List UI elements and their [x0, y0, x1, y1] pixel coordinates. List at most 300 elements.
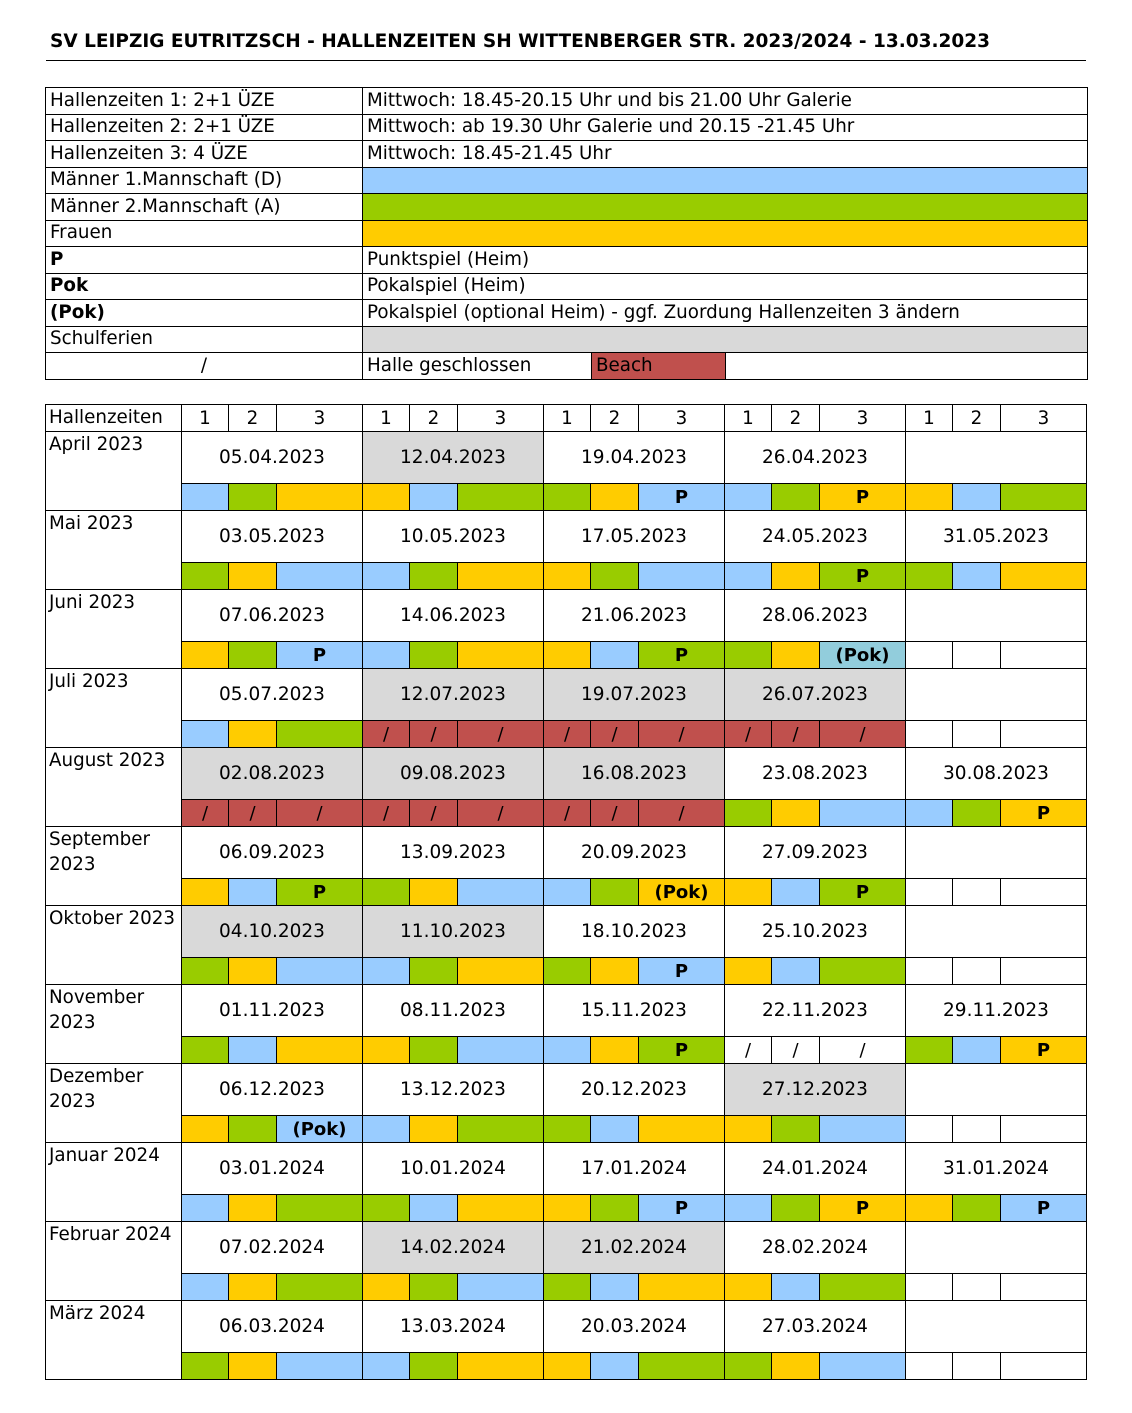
slot-cell: P	[820, 879, 906, 906]
date-cell	[906, 590, 1087, 642]
month-date-row	[46, 985, 1087, 1037]
date-cell: 08.11.2023	[363, 985, 544, 1037]
slot-cell	[953, 1116, 1001, 1143]
slot-cell: P	[639, 958, 725, 985]
legend-table	[45, 87, 1088, 380]
slot-cell	[820, 800, 906, 827]
legend-description: Pokalspiel (Heim)	[363, 273, 1088, 300]
slot-cell: /	[363, 800, 410, 827]
legend-row	[46, 326, 1088, 353]
title-underline	[46, 60, 1086, 61]
slot-cell	[229, 1195, 277, 1222]
slot-cell: /	[363, 721, 410, 748]
slot-cell	[410, 1037, 458, 1064]
slot-cell	[772, 958, 820, 985]
slot-cell	[591, 1274, 639, 1301]
legend-row	[46, 114, 1088, 141]
date-cell: 31.01.2024	[906, 1143, 1087, 1195]
slot-cell	[953, 563, 1001, 590]
slot-cell	[725, 563, 772, 590]
legend-empty-cell	[726, 353, 1088, 380]
slot-cell	[182, 1274, 229, 1301]
page-title: SV LEIPZIG EUTRITZSCH - HALLENZEITEN SH WITTENBERGER STR. 2023/2024 - 13.03.2023	[50, 31, 991, 52]
legend-beach-swatch: Beach	[592, 353, 726, 380]
month-date-row	[46, 906, 1087, 958]
slot-cell: /	[182, 800, 229, 827]
slot-cell	[410, 1274, 458, 1301]
slot-cell	[544, 1274, 591, 1301]
month-date-row	[46, 432, 1087, 484]
slot-cell	[229, 484, 277, 511]
legend-color-swatch	[363, 167, 1088, 194]
slot-cell	[544, 879, 591, 906]
slot-cell	[639, 1274, 725, 1301]
month-date-row	[46, 1301, 1087, 1353]
slot-cell	[182, 484, 229, 511]
slot-cell	[277, 1353, 363, 1380]
date-cell: 07.06.2023	[182, 590, 363, 642]
slot-cell	[182, 563, 229, 590]
slot-cell	[277, 721, 363, 748]
slot-cell	[639, 1353, 725, 1380]
slot-cell: P	[639, 1195, 725, 1222]
date-cell: 06.09.2023	[182, 827, 363, 879]
slot-cell	[1001, 484, 1087, 511]
date-cell	[906, 1064, 1087, 1116]
slot-cell	[410, 1195, 458, 1222]
slot-cell	[591, 484, 639, 511]
slot-cell	[953, 1195, 1001, 1222]
slot-cell	[229, 879, 277, 906]
slot-cell	[953, 642, 1001, 669]
date-cell	[906, 827, 1087, 879]
slot-cell	[182, 1353, 229, 1380]
slot-cell	[953, 721, 1001, 748]
legend-row	[46, 88, 1088, 115]
slot-cell	[1001, 1353, 1087, 1380]
slot-cell	[725, 1353, 772, 1380]
slot-cell: /	[591, 800, 639, 827]
date-cell: 21.06.2023	[544, 590, 725, 642]
slot-cell	[182, 1037, 229, 1064]
date-cell: 02.08.2023	[182, 748, 363, 800]
legend-label: Schulferien	[46, 326, 363, 353]
slot-cell: /	[229, 800, 277, 827]
month-date-row	[46, 827, 1087, 879]
date-cell: 27.09.2023	[725, 827, 906, 879]
date-cell: 14.06.2023	[363, 590, 544, 642]
month-slot-row	[46, 721, 1087, 748]
slot-cell	[591, 1195, 639, 1222]
slot-cell	[591, 642, 639, 669]
slot-cell	[906, 1353, 953, 1380]
date-cell: 23.08.2023	[725, 748, 906, 800]
month-label: Mai 2023	[46, 511, 182, 590]
slot-cell	[772, 800, 820, 827]
slot-header: 3	[820, 405, 906, 432]
slot-cell: P	[277, 642, 363, 669]
slot-cell	[363, 1116, 410, 1143]
date-cell: 28.06.2023	[725, 590, 906, 642]
slot-cell: (Pok)	[639, 879, 725, 906]
date-cell: 22.11.2023	[725, 985, 906, 1037]
slot-cell	[725, 642, 772, 669]
slot-cell	[363, 1195, 410, 1222]
slot-cell	[725, 958, 772, 985]
slot-cell	[1001, 721, 1087, 748]
legend-row	[46, 300, 1088, 327]
slot-cell	[363, 642, 410, 669]
slot-cell	[906, 879, 953, 906]
slot-cell: P	[277, 879, 363, 906]
slot-cell: P	[639, 642, 725, 669]
slot-cell	[229, 721, 277, 748]
slot-header: 2	[591, 405, 639, 432]
slot-cell: P	[820, 563, 906, 590]
slot-cell	[182, 721, 229, 748]
month-label: April 2023	[46, 432, 182, 511]
slot-cell	[410, 563, 458, 590]
month-slot-row	[46, 1195, 1087, 1222]
legend-row	[46, 220, 1088, 247]
date-cell: 17.05.2023	[544, 511, 725, 563]
date-cell: 10.01.2024	[363, 1143, 544, 1195]
month-slot-row	[46, 958, 1087, 985]
date-cell: 24.05.2023	[725, 511, 906, 563]
slot-cell	[277, 1195, 363, 1222]
slot-cell	[277, 563, 363, 590]
slot-header: 2	[410, 405, 458, 432]
slot-cell	[363, 1274, 410, 1301]
date-cell: 20.03.2024	[544, 1301, 725, 1353]
month-slot-row	[46, 1037, 1087, 1064]
month-label: Januar 2024	[46, 1143, 182, 1222]
slot-cell	[820, 1353, 906, 1380]
date-cell: 09.08.2023	[363, 748, 544, 800]
date-cell: 05.04.2023	[182, 432, 363, 484]
schedule-header-label: Hallenzeiten	[46, 405, 182, 432]
date-cell: 18.10.2023	[544, 906, 725, 958]
slot-cell	[544, 958, 591, 985]
legend-description: Punktspiel (Heim)	[363, 247, 1088, 274]
slot-cell	[363, 1353, 410, 1380]
slot-cell	[544, 642, 591, 669]
slot-cell: /	[772, 1037, 820, 1064]
slot-cell	[458, 879, 544, 906]
schedule-header-row	[46, 405, 1087, 432]
date-cell: 20.12.2023	[544, 1064, 725, 1116]
date-cell	[906, 669, 1087, 721]
slot-cell	[544, 563, 591, 590]
legend-row	[46, 273, 1088, 300]
slot-cell	[363, 563, 410, 590]
month-date-row	[46, 1222, 1087, 1274]
date-cell: 16.08.2023	[544, 748, 725, 800]
slot-cell: /	[772, 721, 820, 748]
slot-cell	[363, 1037, 410, 1064]
slot-cell	[772, 1116, 820, 1143]
slot-cell: /	[725, 1037, 772, 1064]
month-slot-row	[46, 484, 1087, 511]
month-slot-row	[46, 1353, 1087, 1380]
slot-header: 1	[363, 405, 410, 432]
slot-cell	[410, 484, 458, 511]
slot-cell: /	[544, 800, 591, 827]
slot-cell	[182, 1195, 229, 1222]
slot-cell	[820, 1274, 906, 1301]
month-date-row	[46, 511, 1087, 563]
slot-cell	[363, 484, 410, 511]
legend-row	[46, 247, 1088, 274]
date-cell: 01.11.2023	[182, 985, 363, 1037]
date-cell	[906, 432, 1087, 484]
month-label: März 2024	[46, 1301, 182, 1380]
slot-cell	[229, 1037, 277, 1064]
slot-cell	[410, 879, 458, 906]
slot-cell: (Pok)	[820, 642, 906, 669]
slot-header: 1	[906, 405, 953, 432]
slot-cell	[772, 1195, 820, 1222]
legend-label: Hallenzeiten 1: 2+1 ÜZE	[46, 88, 363, 115]
slot-cell	[277, 484, 363, 511]
slot-cell	[458, 1195, 544, 1222]
slot-cell	[1001, 1274, 1087, 1301]
legend-label: P	[46, 247, 363, 274]
slot-cell	[953, 800, 1001, 827]
slot-cell: /	[410, 800, 458, 827]
slot-cell	[906, 484, 953, 511]
month-label: Februar 2024	[46, 1222, 182, 1301]
legend-label: Männer 2.Mannschaft (A)	[46, 194, 363, 221]
month-label: November 2023	[46, 985, 182, 1064]
date-cell: 13.12.2023	[363, 1064, 544, 1116]
slot-cell	[458, 1353, 544, 1380]
date-cell: 06.03.2024	[182, 1301, 363, 1353]
slot-cell	[229, 1353, 277, 1380]
slot-cell	[591, 1037, 639, 1064]
slot-cell	[544, 1116, 591, 1143]
slot-cell	[591, 563, 639, 590]
slot-cell	[544, 484, 591, 511]
month-label: Dezember 2023	[46, 1064, 182, 1143]
slot-cell: /	[410, 721, 458, 748]
legend-label: Hallenzeiten 2: 2+1 ÜZE	[46, 114, 363, 141]
month-date-row	[46, 748, 1087, 800]
date-cell: 10.05.2023	[363, 511, 544, 563]
legend-row	[46, 141, 1088, 168]
slot-cell	[182, 879, 229, 906]
legend-label: Frauen	[46, 220, 363, 247]
slot-header: 1	[544, 405, 591, 432]
slot-cell: /	[544, 721, 591, 748]
date-cell: 17.01.2024	[544, 1143, 725, 1195]
slot-cell	[458, 958, 544, 985]
date-cell: 03.05.2023	[182, 511, 363, 563]
slot-cell	[229, 1274, 277, 1301]
month-date-row	[46, 669, 1087, 721]
date-cell: 27.12.2023	[725, 1064, 906, 1116]
date-cell: 04.10.2023	[182, 906, 363, 958]
slot-cell	[591, 958, 639, 985]
slot-cell	[277, 1274, 363, 1301]
slot-cell: /	[820, 1037, 906, 1064]
slot-cell	[725, 879, 772, 906]
slot-cell	[725, 800, 772, 827]
date-cell: 07.02.2024	[182, 1222, 363, 1274]
slot-cell	[820, 1116, 906, 1143]
month-date-row	[46, 590, 1087, 642]
slot-cell	[229, 958, 277, 985]
slot-cell	[544, 1353, 591, 1380]
slot-cell	[363, 879, 410, 906]
date-cell: 13.03.2024	[363, 1301, 544, 1353]
slot-cell	[1001, 1116, 1087, 1143]
month-slot-row	[46, 1116, 1087, 1143]
legend-description: Mittwoch: ab 19.30 Uhr Galerie und 20.15 -21.45 Uhr	[363, 114, 1088, 141]
date-cell	[906, 1301, 1087, 1353]
date-cell: 19.07.2023	[544, 669, 725, 721]
date-cell: 21.02.2024	[544, 1222, 725, 1274]
slot-cell: /	[725, 721, 772, 748]
slot-cell	[906, 800, 953, 827]
slot-cell	[458, 1037, 544, 1064]
slot-cell	[182, 642, 229, 669]
slot-cell	[772, 642, 820, 669]
slot-cell: /	[639, 721, 725, 748]
date-cell	[906, 906, 1087, 958]
date-cell: 06.12.2023	[182, 1064, 363, 1116]
legend-color-swatch	[363, 194, 1088, 221]
date-cell: 11.10.2023	[363, 906, 544, 958]
slot-cell	[410, 958, 458, 985]
slot-cell	[906, 958, 953, 985]
legend-color-swatch	[363, 326, 1088, 353]
date-cell: 12.07.2023	[363, 669, 544, 721]
slot-cell	[458, 1116, 544, 1143]
slot-header: 3	[277, 405, 363, 432]
slot-cell: P	[820, 484, 906, 511]
slot-cell	[458, 642, 544, 669]
date-cell: 27.03.2024	[725, 1301, 906, 1353]
legend-row-closed	[46, 353, 1088, 380]
date-cell: 28.02.2024	[725, 1222, 906, 1274]
legend-description: Mittwoch: 18.45-20.15 Uhr und bis 21.00 Uhr Galerie	[363, 88, 1088, 115]
slot-header: 1	[725, 405, 772, 432]
slot-cell	[277, 1037, 363, 1064]
slot-cell	[906, 1116, 953, 1143]
legend-label: (Pok)	[46, 300, 363, 327]
slot-cell	[591, 1116, 639, 1143]
month-label: Juli 2023	[46, 669, 182, 748]
date-cell: 29.11.2023	[906, 985, 1087, 1037]
slot-cell: P	[1001, 1195, 1087, 1222]
date-cell: 24.01.2024	[725, 1143, 906, 1195]
slot-cell	[725, 1195, 772, 1222]
month-label: Oktober 2023	[46, 906, 182, 985]
slot-cell	[1001, 642, 1087, 669]
slot-header: 2	[953, 405, 1001, 432]
slot-cell	[906, 563, 953, 590]
slot-cell	[458, 563, 544, 590]
slot-cell: /	[591, 721, 639, 748]
date-cell: 26.07.2023	[725, 669, 906, 721]
slot-cell	[410, 1116, 458, 1143]
slot-cell	[277, 958, 363, 985]
date-cell: 25.10.2023	[725, 906, 906, 958]
slot-cell: /	[458, 800, 544, 827]
date-cell: 20.09.2023	[544, 827, 725, 879]
slot-header: 3	[639, 405, 725, 432]
slot-cell	[544, 1037, 591, 1064]
slot-header: 3	[458, 405, 544, 432]
date-cell: 05.07.2023	[182, 669, 363, 721]
slot-cell	[772, 879, 820, 906]
slot-cell	[410, 642, 458, 669]
slot-cell: /	[639, 800, 725, 827]
legend-closed-label: Halle geschlossen	[363, 353, 592, 380]
slot-cell	[953, 958, 1001, 985]
month-date-row	[46, 1064, 1087, 1116]
slot-cell	[953, 1037, 1001, 1064]
date-cell: 03.01.2024	[182, 1143, 363, 1195]
slot-cell: /	[820, 721, 906, 748]
slot-cell	[182, 958, 229, 985]
date-cell: 13.09.2023	[363, 827, 544, 879]
date-cell: 30.08.2023	[906, 748, 1087, 800]
legend-label: Pok	[46, 273, 363, 300]
slot-cell	[591, 1353, 639, 1380]
legend-row	[46, 194, 1088, 221]
slot-cell	[591, 879, 639, 906]
slot-cell	[229, 1116, 277, 1143]
slot-header: 1	[182, 405, 229, 432]
slot-cell	[906, 1274, 953, 1301]
month-label: August 2023	[46, 748, 182, 827]
slot-cell	[772, 1353, 820, 1380]
slot-cell	[182, 1116, 229, 1143]
legend-row	[46, 167, 1088, 194]
slot-cell	[639, 1116, 725, 1143]
slot-cell: P	[1001, 800, 1087, 827]
slot-cell: (Pok)	[277, 1116, 363, 1143]
legend-color-swatch	[363, 220, 1088, 247]
date-cell: 31.05.2023	[906, 511, 1087, 563]
slot-cell	[953, 1274, 1001, 1301]
slot-header: 2	[229, 405, 277, 432]
slot-cell	[953, 879, 1001, 906]
slot-cell	[906, 1037, 953, 1064]
slot-cell	[906, 642, 953, 669]
slot-cell	[544, 1195, 591, 1222]
slot-cell	[363, 958, 410, 985]
slot-cell: /	[277, 800, 363, 827]
slot-cell	[772, 1274, 820, 1301]
slot-cell	[410, 1353, 458, 1380]
slot-cell	[906, 721, 953, 748]
slot-cell	[772, 563, 820, 590]
month-slot-row	[46, 1274, 1087, 1301]
slot-cell	[725, 484, 772, 511]
schedule-table	[45, 404, 1087, 1380]
date-cell	[906, 1222, 1087, 1274]
slot-cell	[639, 563, 725, 590]
slot-cell	[229, 563, 277, 590]
month-slot-row	[46, 879, 1087, 906]
slot-cell	[906, 1195, 953, 1222]
date-cell: 26.04.2023	[725, 432, 906, 484]
slot-header: 3	[1001, 405, 1087, 432]
month-date-row	[46, 1143, 1087, 1195]
